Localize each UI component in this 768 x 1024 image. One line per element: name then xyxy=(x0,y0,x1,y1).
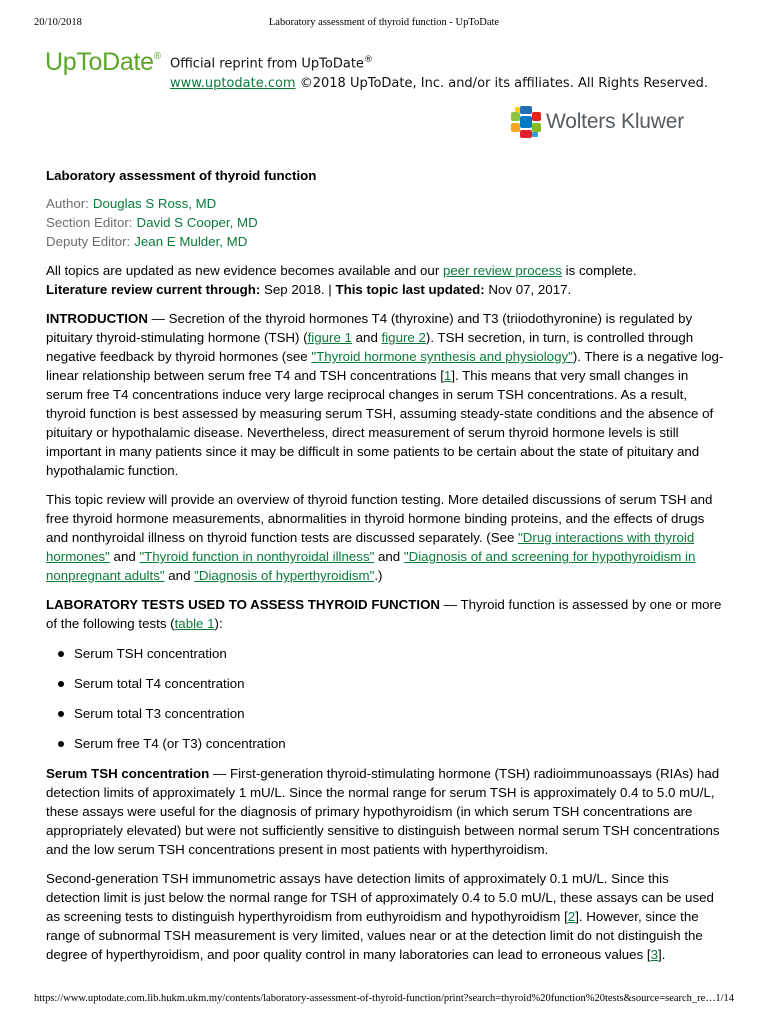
publisher-name: Wolters Kluwer xyxy=(546,110,685,133)
introduction-paragraph xyxy=(46,309,726,480)
second-text: ]. xyxy=(658,947,666,962)
intro-text: — Secretion of the thyroid hormones T4 (thyroxine) and T3 (triiodothyronine) is regulated by pituitary thyroid-stimulating hormone (TSH) ( xyxy=(46,311,693,345)
second-generation-paragraph xyxy=(46,869,726,964)
list-item: Serum TSH concentration xyxy=(46,644,726,663)
last-updated-label: This topic last updated: xyxy=(335,282,485,297)
review-text: and xyxy=(109,549,140,564)
last-updated-value: Nov 07, 2017. xyxy=(488,282,572,297)
review-text: and xyxy=(164,568,195,583)
logo-text: UpToDate xyxy=(45,48,154,76)
reference-2-link[interactable]: 2 xyxy=(567,909,576,924)
section-editor-line xyxy=(46,213,726,232)
reprint-notice xyxy=(170,50,708,94)
deputy-editor-link[interactable]: Jean E Mulder, MD xyxy=(134,234,248,249)
intro-text: and xyxy=(351,330,382,345)
figure-2-link[interactable]: figure 2 xyxy=(381,330,426,345)
deputy-editor-line xyxy=(46,232,726,251)
serum-tsh-heading: Serum TSH concentration xyxy=(46,766,210,781)
reprint-line: Official reprint from UpToDate xyxy=(170,56,364,72)
table-1-link[interactable]: table 1 xyxy=(174,616,215,631)
second-text: ]. However, since the range of subnormal TSH measurement is very limited, values near or at the detection limit do not distinguish the degree of hyperthyroidism, and poor quality control in many laboratories can lead to erroneous values [ xyxy=(46,909,703,962)
drug-interactions-link[interactable]: "Drug interactions with thyroid hormones" xyxy=(46,530,695,564)
section-editor-label: Section Editor: xyxy=(46,215,133,230)
second-text: Second-generation TSH immunometric assays have detection limits of approximately 0.1 mU/L. Since this detection limit is just below the normal range for TSH of approximately 0.4 to 5.0 mU/L, these assays can be used as screening tests to distinguish hyperthyroidism from euthyroidism and hypothyroidism [ xyxy=(46,871,714,924)
article-title: Laboratory assessment of thyroid function xyxy=(46,168,317,183)
uptodate-logo[interactable] xyxy=(45,48,161,77)
logo-registered-mark: ® xyxy=(153,51,161,62)
serum-tsh-paragraph xyxy=(46,764,726,859)
lit-review-value: Sep 2018. | xyxy=(263,282,332,297)
list-item: Serum total T4 concentration xyxy=(46,674,726,693)
figure-1-link[interactable]: figure 1 xyxy=(307,330,352,345)
lab-text: — Thyroid function is assessed by one or more of the following tests ( xyxy=(46,597,722,631)
print-page-number: 1/14 xyxy=(715,993,734,1004)
laboratory-tests-heading: LABORATORY TESTS USED TO ASSESS THYROID FUNCTION xyxy=(46,597,441,612)
section-editor-link[interactable]: David S Cooper, MD xyxy=(136,215,258,230)
lit-review-label: Literature review current through: xyxy=(46,282,261,297)
review-text: and xyxy=(374,549,404,564)
topic-review-paragraph xyxy=(46,490,726,585)
nonthyroidal-illness-link[interactable]: "Thyroid function in nonthyroidal illness" xyxy=(139,549,375,564)
copyright-text: ©2018 UpToDate, Inc. and/or its affiliates. All Rights Reserved. xyxy=(299,76,708,92)
intro-text: ). TSH secretion, in turn, is controlled through negative feedback by thyroid hormones (see xyxy=(46,330,694,364)
reference-3-link[interactable]: 3 xyxy=(650,947,659,962)
tsh-text: — First-generation thyroid-stimulating hormone (TSH) radioimmunoassays (RIAs) had detection limits of approximately 1 mU/L. Since the normal range for serum TSH is approximately 0.4 to 5.0 mU/L, these assays were useful for the diagnosis of primary hypothyroidism (in which serum TSH concentrations are appropriately elevated) but were not sufficiently sensitive to distinguish between normal serum TSH concentrations and the low serum TSH concentrations present in most patients with hyperthyroidism. xyxy=(46,766,720,857)
lab-text: ): xyxy=(214,616,223,631)
update-text-end: is complete. xyxy=(565,263,637,278)
wolters-kluwer-mosaic-icon xyxy=(510,106,542,138)
author-line xyxy=(46,194,726,213)
laboratory-tests-paragraph xyxy=(46,595,726,633)
reprint-registered-mark: ® xyxy=(363,55,373,65)
review-text: .) xyxy=(374,568,383,583)
print-date: 20/10/2018 xyxy=(34,17,82,28)
intro-text: ). There is a negative log-linear relationship between serum free T4 and TSH concentrations [ xyxy=(46,349,724,383)
intro-text: ]. This means that very small changes in serum free T4 concentrations induce very large reciprocal changes in serum TSH concentrations. As a result, thyroid function is best assessed by measuring serum TSH, assuming steady-state conditions and the absence of pituitary or hypothalamic disease. Nevertheless, direct measurement of serum thyroid hormone levels is still important in many patients since it may be difficult in some patients to be certain about the state of pituitary and hypothalamic function. xyxy=(46,368,714,478)
update-notice xyxy=(46,261,726,280)
author-link[interactable]: Douglas S Ross, MD xyxy=(92,196,217,211)
print-page-title: Laboratory assessment of thyroid function - UpToDate xyxy=(268,17,500,28)
peer-review-link[interactable]: peer review process xyxy=(442,263,562,278)
print-url: https://www.uptodate.com.lib.hukm.ukm.my/contents/laboratory-assessment-of-thyroid-function/print?search=thyroid%20function%20tests&source=search_re… xyxy=(34,993,716,1004)
uptodate-website-link[interactable]: www.uptodate.com xyxy=(170,76,296,92)
reference-1-link[interactable]: 1 xyxy=(443,368,452,383)
author-label: Author: xyxy=(46,196,89,211)
hyperthyroidism-diagnosis-link[interactable]: "Diagnosis of hyperthyroidism" xyxy=(194,568,375,583)
review-dates xyxy=(46,280,726,299)
list-item: Serum free T4 (or T3) concentration xyxy=(46,734,726,753)
list-item: Serum total T3 concentration xyxy=(46,704,726,723)
article-body xyxy=(46,166,726,964)
hypothyroidism-diagnosis-link[interactable]: "Diagnosis of and screening for hypothyroidism in nonpregnant adults" xyxy=(46,549,696,583)
test-list xyxy=(46,644,726,753)
wolters-kluwer-logo xyxy=(510,106,684,138)
introduction-heading: INTRODUCTION xyxy=(46,311,148,326)
review-text: This topic review will provide an overview of thyroid function testing. More detailed discussions of serum TSH and free thyroid hormone measurements, abnormalities in thyroid hormone binding proteins, and the effects of drugs and nonthyroidal illness on thyroid function tests are discussed separately. (See xyxy=(46,492,713,545)
update-text: All topics are updated as new evidence becomes available and our xyxy=(46,263,440,278)
thyroid-synthesis-link[interactable]: "Thyroid hormone synthesis and physiology" xyxy=(311,349,573,364)
deputy-editor-label: Deputy Editor: xyxy=(46,234,131,249)
